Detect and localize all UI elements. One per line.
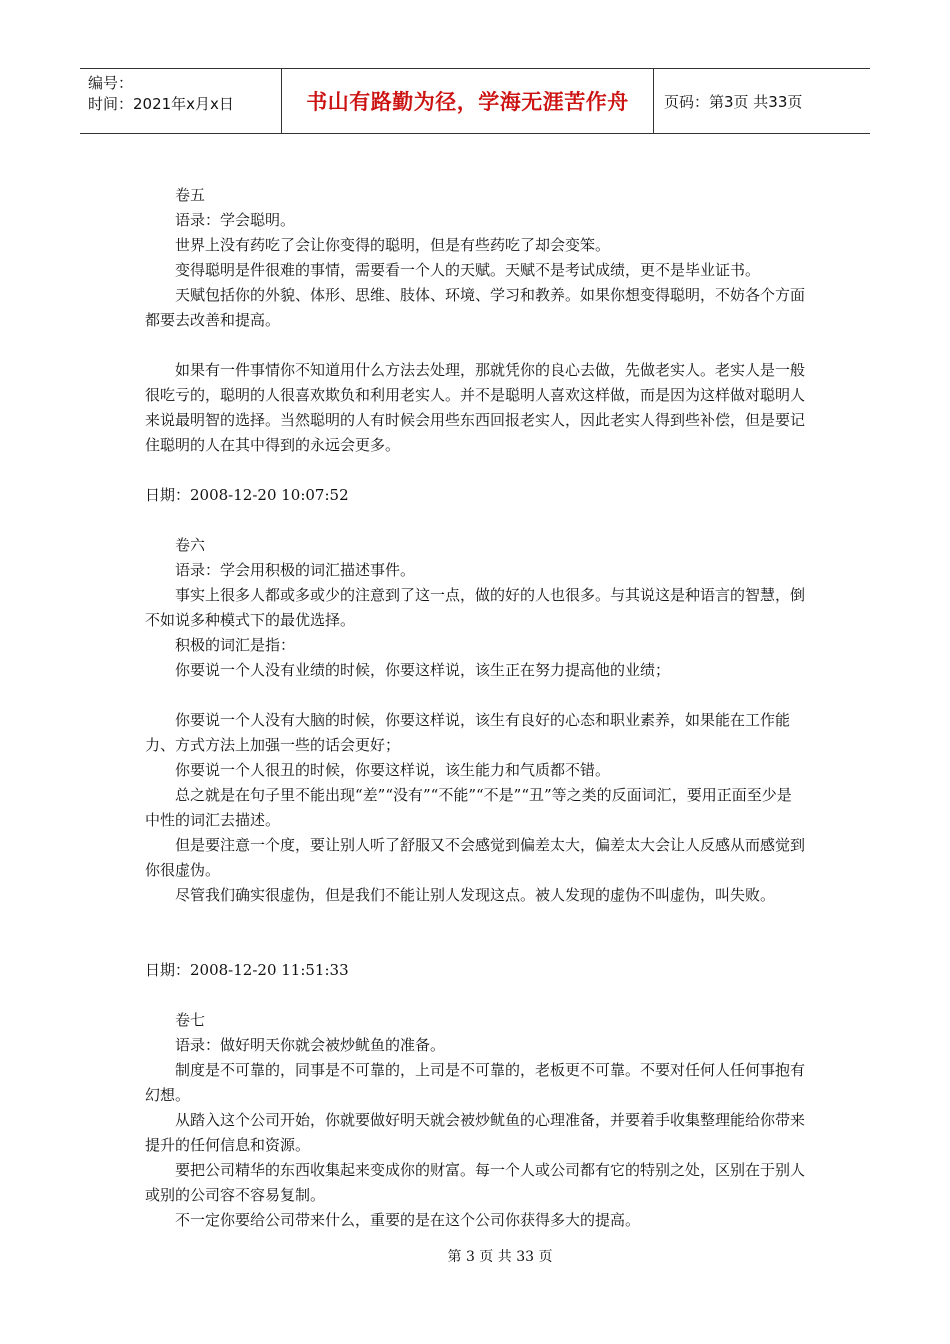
section-title: 卷六 [175,536,206,554]
paragraph: 但是要注意一个度，要让别人听了舒服又不会感觉到偏差太大，偏差太大会让人反感从而感觉到你很虚伪。 [145,836,806,879]
paragraph: 你要说一个人没有业绩的时候，你要这样说，该生正在努力提高他的业绩； [175,661,671,679]
paragraph: 总之就是在句子里不能出现“差”“没有”“不能”“不是”“丑”等之类的反面词汇，要用正面至少是中性的词汇去描述。 [145,786,792,829]
time-label: 时间：2021年x月x日 [88,95,234,113]
paragraph: 制度是不可靠的，同事是不可靠的，上司是不可靠的，老板更不可靠。不要对任何人任何事抱有幻想。 [145,1061,806,1104]
paragraph: 从踏入这个公司开始，你就要做好明天就会被炒鱿鱼的心理准备，并要着手收集整理能给你带来提升的任何信息和资源。 [145,1111,806,1154]
number-label: 编号： [88,74,134,92]
paragraph: 你要说一个人没有大脑的时候，你要这样说，该生有良好的心态和职业素养，如果能在工作能力、方式方法上加强一些的话会更好； [145,711,791,754]
paragraph: 变得聪明是件很难的事情，需要看一个人的天赋。天赋不是考试成绩，更不是毕业证书。 [175,261,761,279]
document-body [145,183,805,1233]
page-footer: 第 3 页 共 33 页 [447,1249,553,1265]
section-title: 卷五 [175,186,206,204]
page-header [80,68,870,134]
date-line: 日期：2008-12-20 11:51:33 [145,961,349,979]
date-line: 日期：2008-12-20 10:07:52 [145,486,349,504]
quote-line: 语录：学会用积极的词汇描述事件。 [175,561,416,579]
header-meta [80,69,282,133]
spacer [145,333,805,358]
paragraph: 你要说一个人很丑的时候，你要这样说，该生能力和气质都不错。 [175,761,611,779]
paragraph: 如果有一件事情你不知道用什么方法去处理，那就凭你的良心去做，先做老实人。老实人是一般很吃亏的，聪明的人很喜欢欺负和利用老实人。并不是聪明人喜欢这样做，而是因为这样做对聪明人来说最明智的选择。当然聪明的人有时候会用些东西回报老实人，因此老实人得到些补偿，但是要记住聪明的人在其中得到的永远会更多。 [145,361,806,454]
header-motto: 书山有路勤为径，学海无涯苦作舟 [282,69,654,133]
spacer [145,683,805,708]
section-title: 卷七 [175,1011,206,1029]
paragraph: 尽管我们确实很虚伪，但是我们不能让别人发现这点。被人发现的虚伪不叫虚伪，叫失败。 [175,886,776,904]
spacer [145,508,805,533]
paragraph: 事实上很多人都或多或少的注意到了这一点，做的好的人也很多。与其说这是种语言的智慧，倒不如说多种模式下的最优选择。 [145,586,806,629]
header-page-info: 页码：第3页 共33页 [664,92,803,111]
quote-line: 语录：学会聪明。 [175,211,296,229]
spacer [145,908,805,958]
quote-line: 语录：做好明天你就会被炒鱿鱼的准备。 [175,1036,446,1054]
paragraph: 要把公司精华的东西收集起来变成你的财富。每一个人或公司都有它的特别之处，区别在于别人或别的公司容不容易复制。 [145,1161,806,1204]
paragraph: 积极的词汇是指： [175,636,296,654]
spacer [145,458,805,483]
paragraph: 不一定你要给公司带来什么，重要的是在这个公司你获得多大的提高。 [175,1211,641,1229]
paragraph: 世界上没有药吃了会让你变得的聪明，但是有些药吃了却会变笨。 [175,236,611,254]
spacer [145,983,805,1008]
paragraph: 天赋包括你的外貌、体形、思维、肢体、环境、学习和教养。如果你想变得聪明，不妨各个方面都要去改善和提高。 [145,286,806,329]
